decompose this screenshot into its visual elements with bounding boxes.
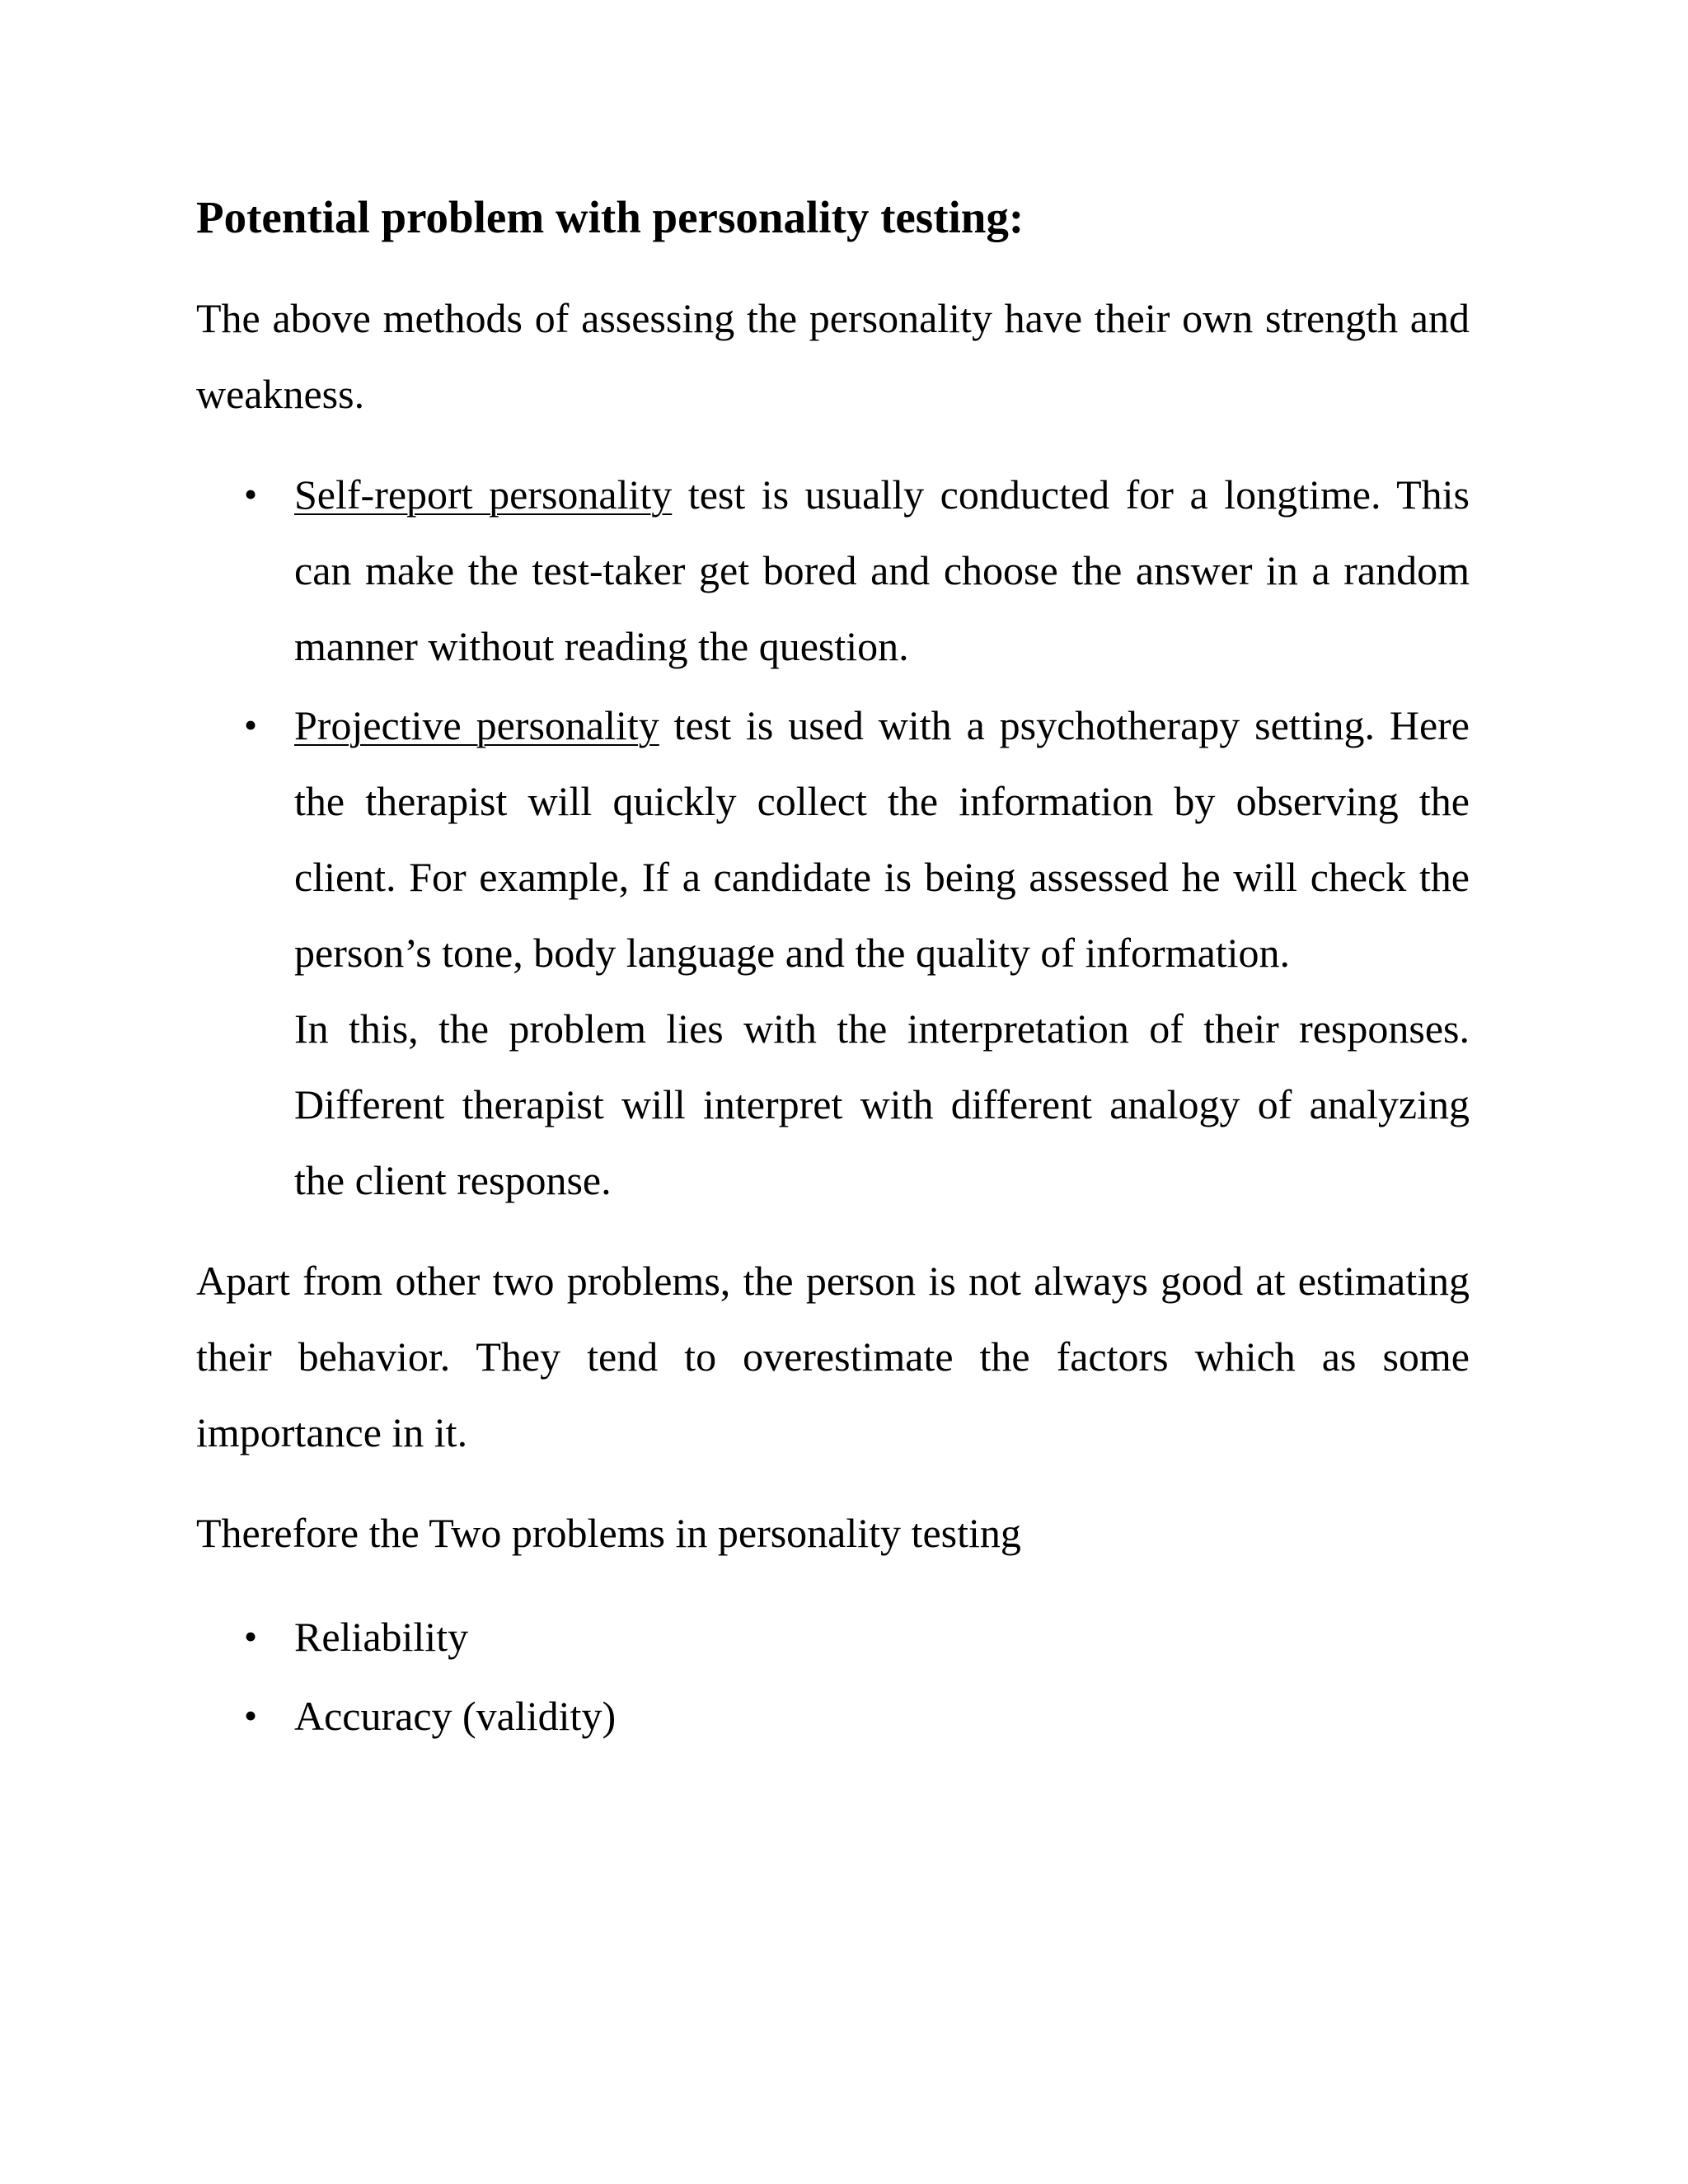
list-item-projective: [196, 687, 1470, 1218]
projective-followup: In this, the problem lies with the interpretation of their responses. Different therapist will interpret with different analogy of analyzing the client response.: [294, 1005, 1470, 1203]
apart-paragraph: Apart from other two problems, the person is not always good at estimating their behavior. They tend to overestimate the factors which as some importance in it.: [196, 1258, 1470, 1455]
self-report-description: test is usually conducted for a longtime. This can make the test-taker get bored and choose the answer in a random manner without reading the question.: [294, 471, 1470, 669]
projective-description: test is used with a psychotherapy setting. Here the therapist will quickly collect the information by observing the client. For example, If a candidate is being assessed he will check the person’s tone, body language and the quality of information.: [294, 702, 1470, 976]
problem-reliability: Reliability: [294, 1614, 469, 1660]
problem-accuracy: Accuracy (validity): [294, 1693, 617, 1739]
list-item-accuracy: [196, 1678, 1470, 1754]
term-projective: Projective personality: [294, 702, 659, 748]
bullet-icon: •: [244, 1615, 258, 1657]
methods-list: [196, 457, 1470, 1218]
bullet-icon: •: [244, 473, 258, 515]
page-title: Potential problem with personality testing:: [196, 192, 1025, 242]
bullet-icon: •: [244, 1694, 258, 1736]
list-item-self-report: [196, 457, 1470, 684]
problems-list: [196, 1599, 1470, 1754]
term-self-report: Self-report personality: [294, 471, 673, 518]
intro-paragraph: The above methods of assessing the personality have their own strength and weakness.: [196, 295, 1470, 417]
document-page: [196, 190, 1470, 1754]
list-item-reliability: [196, 1599, 1470, 1675]
therefore-paragraph: Therefore the Two problems in personality testing: [196, 1510, 1021, 1556]
bullet-icon: •: [244, 704, 258, 746]
